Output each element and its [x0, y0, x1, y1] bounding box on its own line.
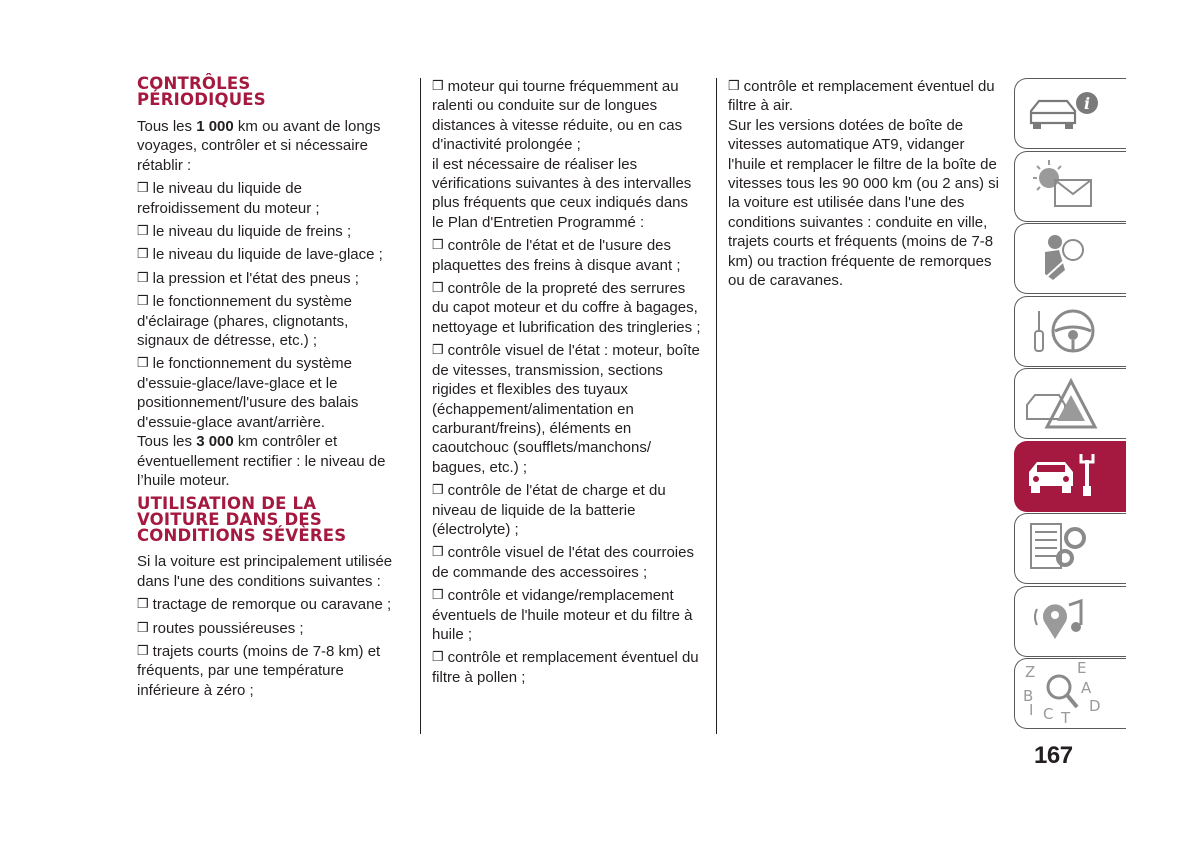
list-item — [728, 76, 1003, 116]
item-text: le niveau du liquide de lave-glace ; — [152, 246, 383, 264]
list-item — [432, 542, 702, 582]
tab-emergency[interactable] — [1014, 368, 1126, 439]
note-paragraph — [137, 432, 399, 490]
column-divider — [420, 78, 421, 734]
list-item — [432, 278, 702, 337]
checkbox-icon: ❒ — [432, 649, 444, 665]
list-item — [432, 340, 702, 477]
svg-text:i: i — [1083, 94, 1091, 113]
item-text: moteur qui tourne fréquemment au ralenti ou conduite sur de longues distances à vitesse réduite, ou en cas d'inactivité prolongée ; — [432, 78, 683, 154]
index-letter: I — [1029, 701, 1034, 719]
list-item — [137, 353, 399, 432]
index-letter: B — [1023, 687, 1034, 705]
item-text: contrôle et remplacement éventuel du filtre à pollen ; — [432, 649, 699, 686]
index-letter: A — [1081, 679, 1092, 697]
column-divider — [716, 78, 717, 734]
heading-line: CONTRÔLES — [137, 74, 251, 93]
item-text: le niveau du liquide de refroidissement du moteur ; — [137, 180, 320, 217]
checkbox-icon: ❒ — [137, 246, 149, 262]
list-item — [432, 235, 702, 275]
list-item — [137, 618, 399, 638]
item-text: la pression et l'état des pneus ; — [152, 269, 359, 287]
checkbox-icon: ❒ — [137, 269, 149, 285]
item-text: routes poussiéreuses ; — [152, 619, 304, 637]
page-number: 167 — [1034, 742, 1073, 769]
item-text: le niveau du liquide de freins ; — [152, 223, 352, 241]
km-value: 3 000 — [196, 433, 234, 451]
item-text: le fonctionnement du système d'essuie-glace/lave-glace et le positionnement/l'usure des balais d'essuie-glace avant/arrière. — [137, 355, 359, 431]
condition-list — [137, 594, 399, 700]
item-text: contrôle et remplacement éventuel du filtre à air. — [728, 78, 995, 115]
checkbox-icon: ❒ — [728, 78, 740, 93]
list-item — [137, 268, 399, 288]
tab-starting-driving[interactable] — [1014, 296, 1126, 367]
heading-line: UTILISATION DE LA — [137, 494, 317, 514]
tab-technical-data[interactable] — [1014, 513, 1126, 584]
tab-index[interactable] — [1014, 658, 1126, 729]
text: km contrôler et éventuellement rectifier : le niveau de l’huile moteur. — [137, 433, 386, 489]
list-item — [137, 221, 399, 241]
tab-safety[interactable] — [1014, 223, 1126, 294]
text: km ou avant de longs voyages, contrôler et si nécessaire rétablir : — [137, 118, 381, 174]
tab-car-info[interactable] — [1014, 78, 1126, 149]
item-text: contrôle visuel de l'état des courroies de commande des accessoires ; — [432, 544, 694, 581]
item-text: contrôle de l'état et de l'usure des plaquettes des freins à disque avant ; — [432, 237, 681, 274]
checkbox-icon: ❒ — [432, 587, 444, 603]
car-warning-triangle-icon — [1015, 369, 1125, 437]
seat-airbag-icon — [1015, 224, 1125, 292]
item-text: contrôle et vidange/remplacement éventuels de l'huile moteur et du filtre à huile ; — [432, 587, 693, 643]
checkbox-icon: ❒ — [432, 237, 444, 253]
checkbox-icon: ❒ — [432, 482, 444, 498]
alphabet-magnifier-icon — [1015, 659, 1125, 727]
check-list — [137, 178, 399, 432]
item-text: le fonctionnement du système d'éclairage (phares, clignotants, signaux de détresse, etc.) ; — [137, 293, 352, 350]
car-info-icon — [1015, 79, 1125, 147]
list-item — [137, 641, 399, 700]
heading-line: PÉRIODIQUES — [137, 90, 266, 109]
checkbox-icon: ❒ — [137, 619, 149, 635]
sun-envelope-icon — [1015, 152, 1125, 220]
checkbox-icon: ❒ — [137, 355, 149, 371]
checkbox-icon: ❒ — [432, 78, 444, 93]
checkbox-icon: ❒ — [137, 223, 149, 239]
document-gears-icon — [1015, 514, 1125, 582]
index-letter: E — [1077, 659, 1087, 677]
column-2 — [432, 76, 702, 687]
index-letter: D — [1089, 697, 1101, 715]
km-value: 1 000 — [196, 118, 234, 135]
chapter-tabs — [1014, 78, 1126, 731]
tab-multimedia[interactable] — [1014, 586, 1126, 657]
heading-severe-conditions — [137, 496, 399, 544]
item-text: contrôle de l'état de charge et du niveau de liquide de la batterie (électrolyte) ; — [432, 482, 666, 538]
index-letter: C — [1043, 705, 1054, 723]
severe-intro: Si la voiture est principalement utilisée dans l'une des conditions suivantes : — [137, 553, 393, 590]
checkbox-icon: ❒ — [432, 544, 444, 560]
list-item — [432, 480, 702, 539]
tab-lights-messages[interactable] — [1014, 151, 1126, 222]
list-item — [137, 244, 399, 264]
item-text: contrôle visuel de l'état : moteur, boîte de vitesses, transmission, sections rigides et flexibles des tuyaux (échappement/alimentation en carburant/freins), éléments en caoutchouc (soufflets/manchons/ bagues, etc.) ; — [432, 342, 700, 476]
heading-line: VOITURE DANS DES — [137, 510, 322, 530]
checkbox-icon: ❒ — [137, 293, 149, 309]
checkbox-icon: ❒ — [137, 596, 149, 612]
index-letter: Z — [1025, 663, 1036, 681]
column-3 — [728, 76, 1003, 290]
check-list — [432, 235, 702, 687]
key-steering-wheel-icon — [1015, 297, 1125, 365]
item-text: contrôle de la propreté des serrures du capot moteur et du coffre à bagages, nettoyage et lubrification des tringleries ; — [432, 280, 701, 336]
list-item — [137, 291, 399, 350]
item-text: trajets courts (moins de 7-8 km) et fréquents, par une température inférieure à zéro ; — [137, 642, 381, 699]
item-text: tractage de remorque ou caravane ; — [152, 596, 392, 614]
text: Tous les — [137, 118, 197, 135]
radio-music-icon — [1015, 587, 1125, 655]
heading-line: CONDITIONS SÉVÈRES — [137, 526, 347, 546]
checkbox-icon: ❒ — [137, 180, 149, 196]
list-item — [432, 76, 702, 155]
list-item — [432, 647, 702, 687]
paragraph: Sur les versions dotées de boîte de vitesses automatique AT9, vidanger l'huile et remplacer le filtre de la boîte de vitesses tous les 90 000 km (ou 2 ans) si la voiture est utilisée dans l'une des conditions suivantes : conduite en ville, trajets courts et fréquents (moins de 7-8 km) ou traction fréquente de remorques ou de caravanes. — [728, 116, 999, 290]
list-item — [432, 585, 702, 644]
index-letter: T — [1061, 709, 1071, 727]
list-item — [137, 594, 399, 614]
column-1 — [137, 76, 399, 700]
list-item — [137, 178, 399, 218]
paragraph: il est nécessaire de réaliser les vérifications suivantes à des intervalles plus fréquents que ceux indiqués dans le Plan d'Entretien Programmé : — [432, 155, 692, 231]
intro-paragraph — [137, 117, 399, 175]
checkbox-icon: ❒ — [432, 280, 444, 296]
checkbox-icon: ❒ — [432, 342, 444, 358]
car-wrench-icon — [1015, 442, 1125, 510]
tab-maintenance[interactable] — [1014, 441, 1126, 512]
text: Tous les — [137, 433, 197, 451]
checkbox-icon: ❒ — [137, 642, 149, 658]
heading-periodic-checks — [137, 76, 399, 108]
